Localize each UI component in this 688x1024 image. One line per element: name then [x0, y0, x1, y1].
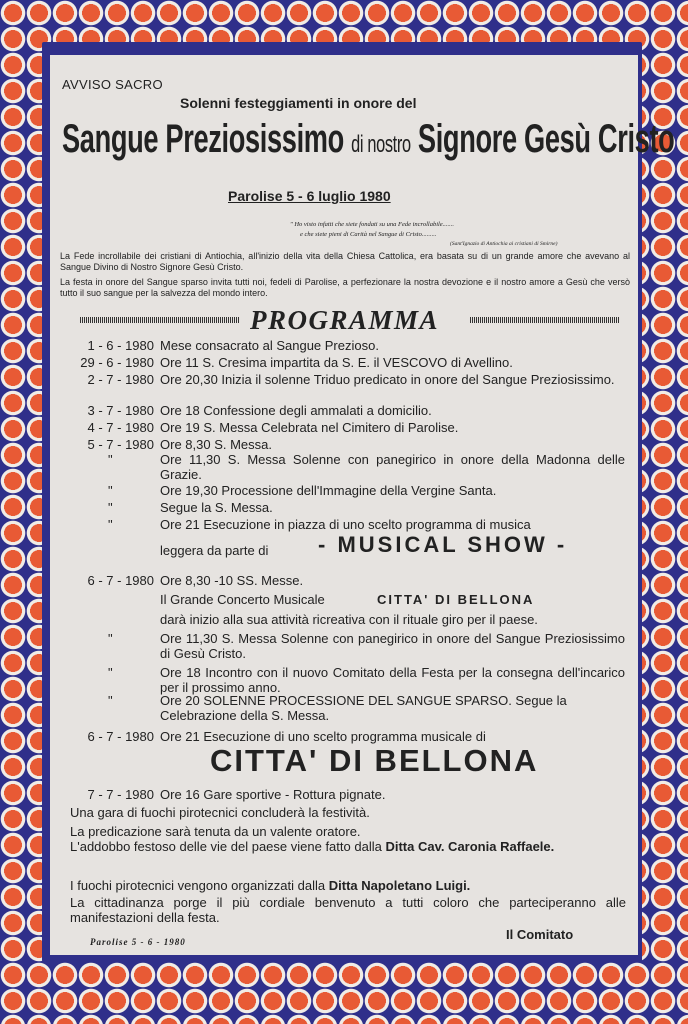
program-row [50, 483, 630, 498]
ditto-mark: " [108, 665, 113, 680]
signature-date: Parolise 5 - 6 - 1980 [90, 937, 186, 947]
ditto-mark: " [108, 483, 113, 498]
program-row [50, 631, 630, 661]
row-text: Ore 19,30 Processione dell'Immagine della Vergine Santa. [160, 483, 497, 498]
ditto-mark: " [108, 500, 113, 515]
program-row [50, 403, 630, 418]
decorations-company: Ditta Cav. Caronia Raffaele. [385, 839, 555, 854]
avviso-label: AVVISO SACRO [62, 77, 163, 92]
quote-attribution: (Sant'Ignazio di Antiochia ai cristiani di Smirne) [450, 241, 558, 247]
pyrotechnics-text: I fuochi pirotecnici vengono organizzati dalla [70, 878, 326, 893]
row-text: Mese consacrato al Sangue Prezioso. [160, 338, 379, 353]
program-row [50, 437, 630, 452]
program-row [50, 500, 630, 515]
row-text: darà inizio alla sua attività ricreativa con il rituale giro per il paese. [160, 612, 538, 627]
program-row [50, 517, 630, 532]
program-row [50, 372, 630, 402]
quote-line1: " Ho visto infatti che siete fondati su una Fede incrollabile....... [290, 221, 455, 228]
pyrotechnics-company: Ditta Napoletano Luigi. [328, 878, 471, 893]
row-text: Ore 11,30 S. Messa Solenne con panegirico in onore del Sangue Preziosissimo di Gesù Cristo. [160, 631, 625, 661]
row-text: Il Grande Concerto Musicale [160, 592, 325, 607]
program-row [50, 612, 630, 627]
musical-show: - MUSICAL SHOW - [318, 532, 568, 557]
row-text: leggera da parte di [160, 543, 269, 558]
title-part2: Signore Gesù Cristo [417, 117, 675, 161]
decorations-line [70, 839, 630, 854]
ditto-mark: " [108, 693, 113, 708]
ditto-mark: " [108, 452, 113, 467]
decorations-text: L'addobbo festoso delle vie del paese viene fatto dalla [70, 839, 382, 854]
row-date: 1 - 6 - 1980 [87, 338, 154, 353]
row-date: 3 - 7 - 1980 [87, 403, 154, 418]
intro-paragraph-1: La Fede incrollabile dei cristiani di Antiochia, all'inizio della vita della Chiesa Cattolica, era basata su di un grande amore che avevano al Sangue Divino di Nostro Signore Gesù Cristo. [60, 251, 630, 272]
row-date: 6 - 7 - 1980 [87, 729, 154, 744]
intro-paragraph-2: La festa in onore del Sangue sparso invita tutti noi, fedeli di Parolise, a perfezionare la nostra devozione e il nostro amore a Gesù che versò tutto il suo sangue per la salvezza del mondo intero. [60, 277, 630, 298]
programma-title: PROGRAMMA [250, 305, 440, 335]
program-row [50, 532, 630, 565]
preacher-line: La predicazione sarà tenuta da un valente oratore. [70, 824, 361, 839]
subtitle: Solenni festeggiamenti in onore del [180, 95, 417, 111]
row-date: 2 - 7 - 1980 [87, 372, 154, 387]
committee-signature: Il Comitato [506, 927, 574, 942]
row-text: Segue la S. Messa. [160, 500, 273, 515]
welcome-line: La cittadinanza porge il più cordiale benvenuto a tutti coloro che parteciperanno alle manifestazioni della festa. [70, 895, 626, 925]
program-row [50, 729, 630, 744]
row-text: Ore 18 Incontro con il nuovo Comitato della Festa per la consegna dell'incarico per il prossimo anno. [160, 665, 625, 695]
fireworks-line: Una gara di fuochi pirotecnici concluderà la festività. [70, 805, 370, 820]
page-title [62, 117, 674, 162]
row-text: Ore 20,30 Inizia il solenne Triduo predicato in onore del Sangue Preziosissimo. [160, 372, 615, 387]
row-date: 7 - 7 - 1980 [87, 787, 154, 802]
band-name: CITTA' DI BELLONA [377, 592, 535, 607]
citta-di-bellona-banner: CITTA' DI BELLONA [210, 743, 539, 778]
program-row [50, 573, 630, 588]
program-row [50, 693, 630, 723]
program-row [50, 452, 630, 482]
program-row [50, 592, 630, 608]
row-text: Ore 11,30 S. Messa Solenne con panegirico in onore della Madonna delle Grazie. [160, 452, 625, 482]
row-text: Ore 11 S. Cresima impartita da S. E. il VESCOVO di Avellino. [160, 355, 513, 370]
program-row [50, 420, 630, 435]
title-small: di nostro [351, 131, 411, 158]
row-date: 4 - 7 - 1980 [87, 420, 154, 435]
ditto-mark: " [108, 517, 113, 532]
ditto-mark: " [108, 631, 113, 646]
programma-heading [60, 305, 630, 335]
row-text: Ore 19 S. Messa Celebrata nel Cimitero di Parolise. [160, 420, 459, 435]
row-text: Ore 8,30 -10 SS. Messe. [160, 573, 304, 588]
program-row [50, 338, 630, 353]
pyrotechnics-line [70, 878, 630, 893]
row-date: 29 - 6 - 1980 [80, 355, 154, 370]
row-text: Ore 20 SOLENNE PROCESSIONE DEL SANGUE SPARSO. Segue la Celebrazione della S. Messa. [160, 693, 567, 723]
program-row [50, 787, 630, 802]
event-date: Parolise 5 - 6 luglio 1980 [228, 188, 391, 204]
program-row [50, 665, 630, 695]
program-row [50, 355, 630, 370]
quote-line2: e che siete pieni di Carità nel Sangue di Cristo......... [300, 231, 437, 238]
divider-right [470, 317, 620, 323]
poster-sheet [50, 55, 675, 955]
title-part1: Sangue Preziosissimo [62, 117, 344, 161]
row-text: Ore 21 Esecuzione di uno scelto programma musicale di [160, 729, 486, 744]
row-date: 6 - 7 - 1980 [87, 573, 154, 588]
row-text: Ore 8,30 S. Messa. [160, 437, 272, 452]
row-text: Ore 21 Esecuzione in piazza di uno scelto programma di musica [160, 517, 531, 532]
row-text: Ore 16 Gare sportive - Rottura pignate. [160, 787, 386, 802]
divider-left [80, 317, 240, 323]
row-text: Ore 18 Confessione degli ammalati a domicilio. [160, 403, 432, 418]
row-date: 5 - 7 - 1980 [87, 437, 154, 452]
